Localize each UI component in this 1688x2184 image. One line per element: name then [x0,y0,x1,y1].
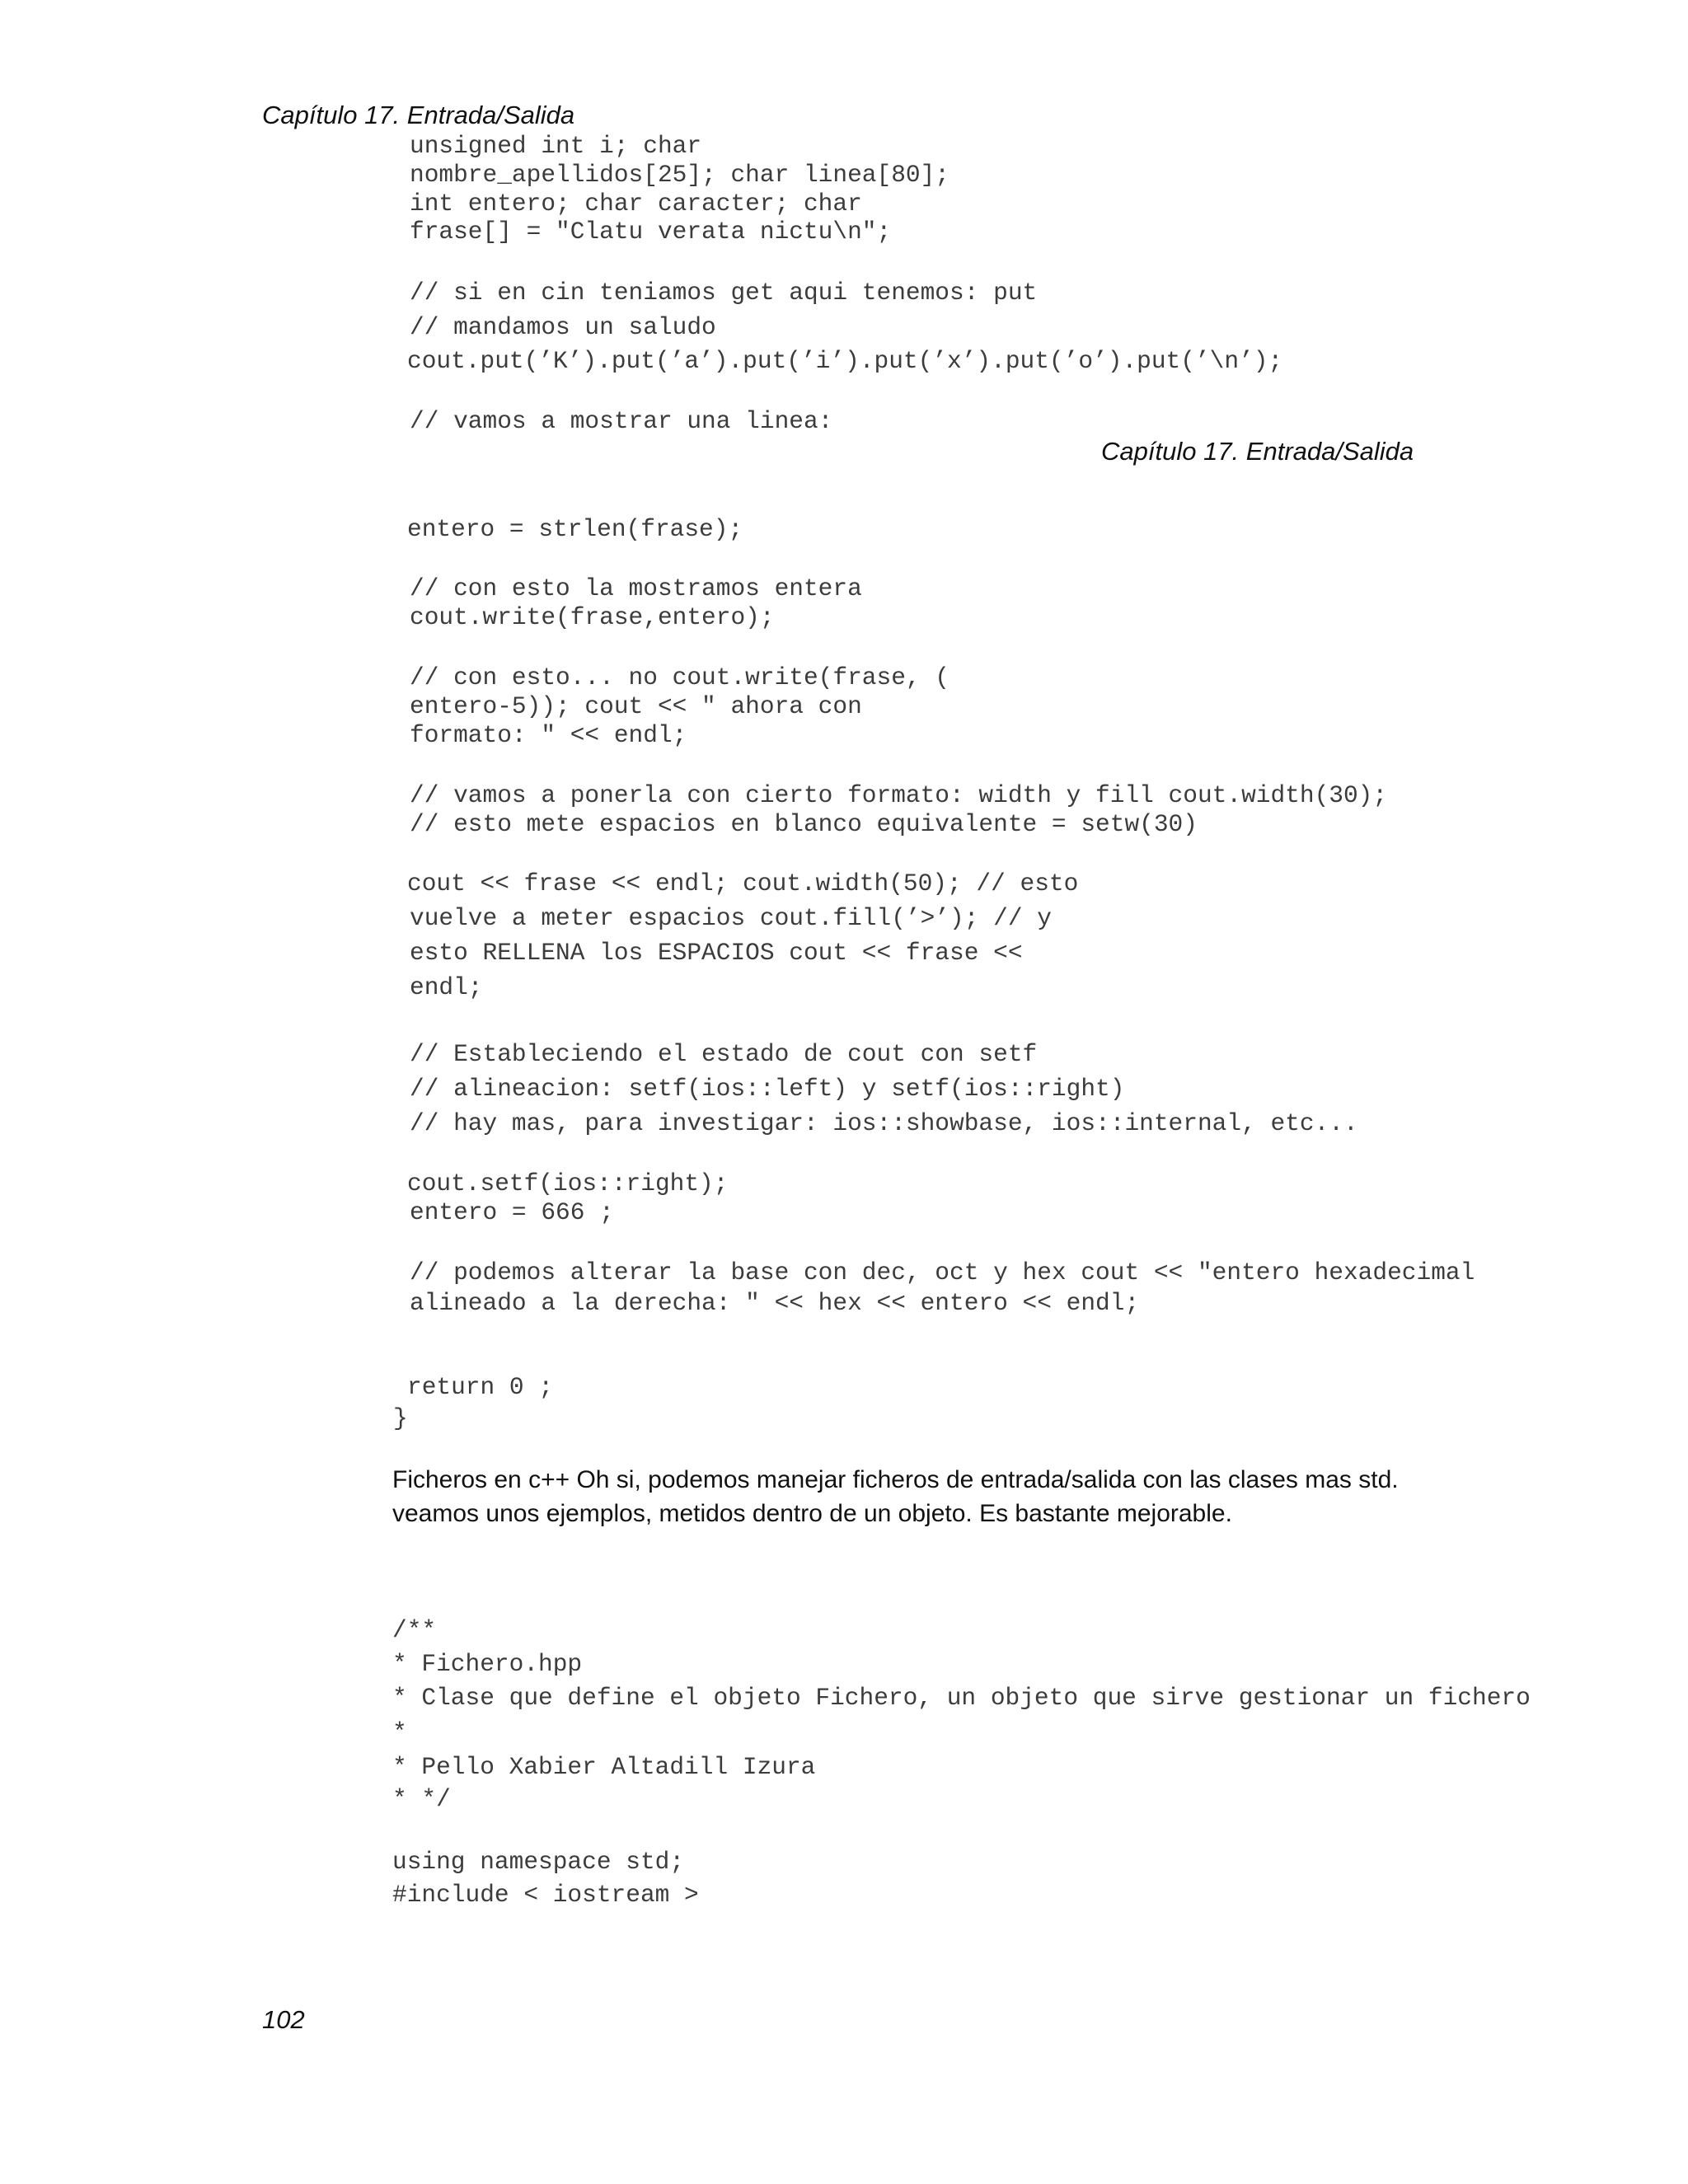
code-line: esto RELLENA los ESPACIOS cout << frase << [410,939,1023,967]
code-line: #include < iostream > [392,1881,699,1909]
paragraph-line: veamos unos ejemplos, metidos dentro de un objeto. Es bastante mejorable. [392,1500,1232,1527]
code-line: * Fichero.hpp [392,1650,583,1678]
running-header-chapter-title: Capítulo 17. Entrada/Salida [262,101,575,129]
code-line: cout << frase << endl; cout.width(50); // esto [407,869,1079,898]
code-line: * */ [392,1785,451,1813]
code-line: using namespace std; [392,1848,685,1876]
code-line: int entero; char caracter; char [410,190,862,218]
code-line: cout.setf(ios::right); [407,1169,729,1197]
code-line: return 0 ; [407,1373,554,1401]
code-line: * [392,1718,407,1746]
code-line: // Estableciendo el estado de cout con setf [410,1040,1038,1068]
paragraph-line: Ficheros en c++ Oh si, podemos manejar ficheros de entrada/salida con las clases mas std. [392,1466,1399,1493]
code-line: * Pello Xabier Altadill Izura [392,1753,816,1781]
code-line: entero = 666 ; [410,1198,614,1226]
code-line: frase[] = "Clatu verata nictu\n"; [410,218,892,246]
code-line: // hay mas, para investigar: ios::showbase, ios::internal, etc... [410,1109,1358,1137]
code-line: vuelve a meter espacios cout.fill(’>’); // y [410,904,1052,932]
code-line: // si en cin teniamos get aqui tenemos: put [410,279,1038,307]
code-line: // vamos a ponerla con cierto formato: width y fill cout.width(30); [410,781,1388,809]
code-line: // vamos a mostrar una linea: [410,407,833,435]
code-line: cout.put(’K’).put(’a’).put(’i’).put(’x’).put(’o’).put(’\n’); [407,347,1283,375]
code-line: } [393,1404,408,1432]
code-line: // esto mete espacios en blanco equivalente = setw(30) [410,810,1198,838]
code-line: // mandamos un saludo [410,313,716,341]
code-line: // alineacion: setf(ios::left) y setf(ios::right) [410,1075,1125,1103]
page-number: 102 [262,2005,305,2034]
code-line: /** [392,1616,437,1644]
code-line: cout.write(frase,entero); [410,603,775,631]
code-line: nombre_apellidos[25]; char linea[80]; [410,161,950,189]
code-line: * Clase que define el objeto Fichero, un objeto que sirve gestionar un fichero [392,1684,1531,1712]
code-line: entero-5)); cout << " ahora con [410,692,862,720]
code-line: alineado a la derecha: " << hex << entero << endl; [410,1289,1140,1317]
code-line: entero = strlen(frase); [407,515,743,543]
code-line: // podemos alterar la base con dec, oct y hex cout << "entero hexadecimal [410,1258,1475,1286]
running-header-chapter-title: Capítulo 17. Entrada/Salida [1101,437,1414,466]
code-line: // con esto la mostramos entera [410,574,862,602]
code-line: formato: " << endl; [410,721,687,749]
code-line: // con esto... no cout.write(frase, ( [410,663,950,691]
code-line: unsigned int i; char [410,132,702,160]
code-line: endl; [410,973,483,1001]
